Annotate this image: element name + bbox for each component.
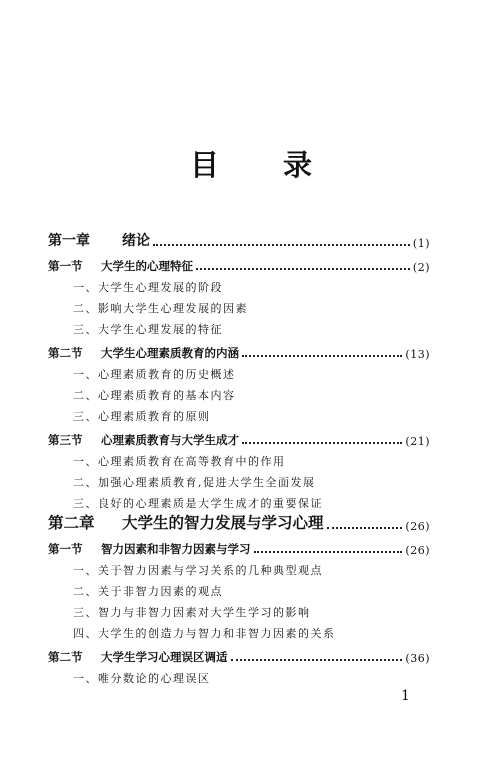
toc-item — [48, 599, 430, 620]
section-title: 大学生的心理特征 — [101, 259, 193, 273]
section-title: 智力因素和非智力因素与学习 — [101, 542, 251, 556]
toc-item — [48, 403, 430, 424]
title-char-1: 目 — [189, 148, 221, 182]
chapter-number: 第二章 — [48, 513, 95, 532]
dot-leader — [231, 651, 403, 661]
toc-section — [48, 641, 430, 665]
page-ref: (26) — [405, 544, 430, 557]
toc-item — [48, 316, 430, 337]
dot-leader — [327, 519, 403, 529]
page-ref: (13) — [405, 348, 430, 361]
dot-leader — [242, 434, 402, 444]
toc-item-text: 三、心理素质教育的原则 — [73, 410, 211, 423]
toc-item — [48, 274, 430, 295]
toc-item — [48, 557, 430, 578]
page-ref: (26) — [405, 520, 430, 533]
section-number: 第一节 — [48, 259, 83, 273]
dot-leader — [254, 543, 403, 553]
toc-item-text: 四、大学生的创造力与智力和非智力因素的关系 — [73, 627, 336, 640]
toc-item-text: 二、影响大学生心理发展的因素 — [73, 302, 248, 315]
dot-leader — [242, 347, 402, 357]
toc-item — [48, 665, 430, 686]
toc-section — [48, 250, 430, 274]
toc-item-text: 三、智力与非智力因素对大学生学习的影响 — [73, 606, 311, 619]
toc-item — [48, 382, 430, 403]
toc-item-text: 一、心理素质教育的历史概述 — [73, 368, 236, 381]
section-number: 第二节 — [48, 650, 83, 664]
section-title: 大学生学习心理误区调适 — [101, 650, 228, 664]
section-title: 大学生心理素质教育的内涵 — [101, 346, 239, 360]
section-number: 第二节 — [48, 346, 83, 360]
title-char-2: 录 — [283, 148, 315, 182]
page-ref: (2) — [412, 261, 430, 274]
toc-section — [48, 337, 430, 361]
dot-leader — [153, 236, 410, 246]
toc-item-text: 二、心理素质教育的基本内容 — [73, 389, 236, 402]
section-title: 心理素质教育与大学生成才 — [101, 433, 239, 447]
toc-item — [48, 361, 430, 382]
toc-item — [48, 448, 430, 469]
toc-item-text: 一、大学生心理发展的阶段 — [73, 281, 223, 294]
toc-item-text: 一、心理素质教育在高等教育中的作用 — [73, 455, 286, 468]
chapter-number: 第一章 — [48, 233, 90, 249]
toc-item — [48, 469, 430, 490]
page-ref: (36) — [405, 652, 430, 665]
toc-chapter — [48, 228, 430, 250]
toc-item-text: 二、关于非智力因素的观点 — [73, 585, 223, 598]
section-number: 第三节 — [48, 433, 83, 447]
page-ref: (1) — [412, 237, 430, 250]
page-number: 1 — [401, 688, 410, 704]
page-title — [0, 143, 504, 184]
toc-chapter — [48, 511, 430, 533]
chapter-title: 大学生的智力发展与学习心理 — [122, 513, 324, 532]
toc-item — [48, 295, 430, 316]
page-ref: (21) — [405, 435, 430, 448]
dot-leader — [196, 260, 410, 270]
toc-item — [48, 620, 430, 641]
toc-item-text: 一、唯分数论的心理误区 — [73, 672, 211, 685]
toc-section — [48, 533, 430, 557]
toc-item-text: 二、加强心理素质教育,促进大学生全面发展 — [73, 476, 316, 489]
toc-item — [48, 490, 430, 511]
toc-item-text: 一、关于智力因素与学习关系的几种典型观点 — [73, 564, 323, 577]
table-of-contents — [48, 228, 430, 686]
toc-section — [48, 424, 430, 448]
section-number: 第一节 — [48, 542, 83, 556]
toc-item-text: 三、良好的心理素质是大学生成才的重要保证 — [73, 497, 323, 510]
toc-item — [48, 578, 430, 599]
chapter-title: 绪论 — [122, 233, 150, 249]
toc-item-text: 三、大学生心理发展的特征 — [73, 323, 223, 336]
